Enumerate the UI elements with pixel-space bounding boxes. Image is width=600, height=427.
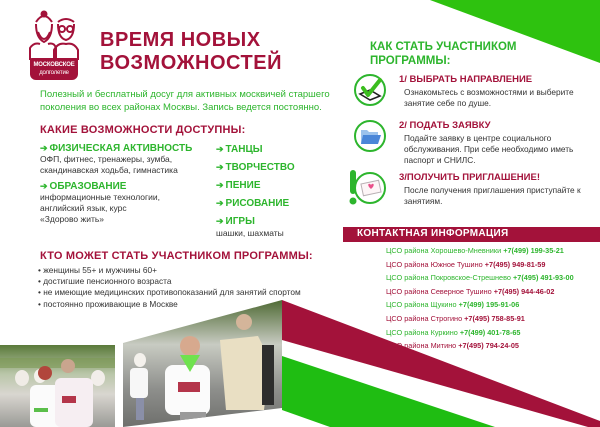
contact-phone[interactable]: +7(495) 758-85-91: [464, 313, 525, 323]
contact-name: ЦСО района Южное Тушино: [386, 259, 483, 269]
contact-row: [386, 285, 574, 299]
arrow-icon: ➔: [216, 198, 224, 208]
opportunity-desc: ОФП, фитнес, тренажеры, зумба, скандинавская ходьба, гимнастика: [40, 154, 178, 175]
who-list: [38, 265, 301, 310]
step-2: [354, 120, 600, 170]
who-item: • достигшие пенсионного возраста: [38, 276, 301, 287]
folder-icon: [354, 120, 386, 152]
arrow-icon: ➔: [216, 162, 224, 172]
contact-phone[interactable]: +7(499) 401-78-65: [459, 327, 521, 337]
opportunities-right-column: [216, 144, 316, 239]
opportunity-drawing: [216, 198, 316, 209]
contact-row: [386, 339, 574, 353]
contact-row: [386, 271, 574, 285]
contact-name: ЦСО района Хорошево-Мневники: [386, 246, 502, 255]
how-heading-line2: ПРОГРАММЫ:: [370, 55, 451, 67]
opportunity-education: [40, 181, 220, 225]
opportunity-label: РИСОВАНИЕ: [225, 198, 290, 209]
who-item: • постоянно проживающие в Москве: [38, 299, 301, 310]
who-heading: КТО МОЖЕТ СТАТЬ УЧАСТНИКОМ ПРОГРАММЫ:: [40, 250, 313, 262]
page-title: [100, 29, 282, 75]
exclamation-icon: [348, 170, 358, 206]
who-item: • не имеющие медицинских противопоказаний для занятий спортом: [38, 287, 301, 298]
contact-name: ЦСО района Щукино: [386, 300, 457, 310]
logo-line2: долголетие: [39, 70, 69, 76]
opportunity-desc: информационные технологии, английский язык, курс «Здорово жить»: [40, 192, 160, 224]
who-item: • женщины 55+ и мужчины 60+: [38, 265, 301, 276]
how-heading-line1: КАК СТАТЬ УЧАСТНИКОМ: [370, 41, 517, 53]
opportunity-label: ФИЗИЧЕСКАЯ АКТИВНОСТЬ: [49, 143, 193, 154]
envelope-icon: [354, 172, 386, 204]
step-1: [354, 74, 600, 124]
contact-name: ЦСО района Митино: [386, 341, 457, 351]
opportunity-label: ПЕНИЕ: [225, 180, 261, 191]
step-title: 2/ ПОДАТЬ ЗАЯВКУ: [399, 120, 491, 131]
opportunity-creativity: [216, 162, 316, 173]
step-3: [354, 172, 600, 222]
opportunity-singing: [216, 180, 316, 191]
contact-row: [386, 258, 574, 272]
arrow-icon: ➔: [40, 143, 48, 153]
step-desc: Подайте заявку в центре социального обслуживания. При себе необходимо иметь паспорт и СНИЛС.: [404, 133, 574, 165]
contact-phone[interactable]: +7(499) 199-35-21: [503, 246, 564, 255]
step-title: 3/ПОЛУЧИТЬ ПРИГЛАШЕНИЕ!: [399, 172, 540, 183]
opportunity-desc: шашки, шахматы: [216, 228, 284, 238]
step-desc: Ознакомьтесь с возможностями и выберите занятие себе по душе.: [404, 87, 574, 108]
intro-text: Полезный и бесплатный досуг для активных москвичей старшего поколения во всех районах Москвы. Запись ведется постоянно.: [40, 89, 330, 113]
contact-row: [386, 244, 574, 258]
opportunities-heading: КАКИЕ ВОЗМОЖНОСТИ ДОСТУПНЫ:: [40, 124, 246, 136]
logo-line1: МОСКОВСКОЕ: [33, 62, 75, 68]
contact-phone[interactable]: +7(495) 491-93-00: [513, 273, 574, 283]
contact-phone[interactable]: +7(495) 794-24-05: [458, 341, 519, 351]
contact-name: ЦСО района Покровское-Стрешнево: [386, 273, 511, 283]
opportunity-physical-activity: [40, 143, 220, 176]
opportunities-left-column: [40, 143, 220, 230]
opportunity-label: ТВОРЧЕСТВО: [225, 162, 295, 173]
arrow-icon: ➔: [216, 144, 224, 154]
logo-badge: [30, 58, 78, 80]
arrow-icon: ➔: [216, 216, 224, 226]
step-desc: После получения приглашения приступайте к занятиям.: [404, 185, 581, 206]
title-line2: ВОЗМОЖНОСТЕЙ: [100, 52, 282, 74]
opportunity-label: ОБРАЗОВАНИЕ: [49, 181, 127, 192]
contact-row: [386, 298, 574, 312]
contact-phone[interactable]: +7(495) 949-81-59: [484, 259, 546, 269]
contact-name: ЦСО района Куркино: [386, 327, 458, 337]
opportunity-label: ТАНЦЫ: [225, 144, 263, 155]
arrow-icon: ➔: [216, 180, 224, 190]
checkmark-icon: [354, 74, 386, 106]
logo-moskovskoe-dolgoletie: [22, 8, 86, 84]
opportunity-label: ИГРЫ: [225, 216, 255, 227]
contact-row: [386, 312, 574, 326]
contacts-list: [386, 244, 574, 353]
contact-phone[interactable]: +7(495) 944-46-02: [493, 286, 555, 296]
step-title: 1/ ВЫБРАТЬ НАПРАВЛЕНИЕ: [399, 74, 533, 85]
contact-phone[interactable]: +7(499) 195-91-06: [458, 300, 520, 310]
opportunity-dance: [216, 144, 316, 155]
how-heading: [370, 40, 517, 68]
contact-row: [386, 326, 574, 340]
contact-name: ЦСО района Строгино: [386, 313, 463, 323]
photo-dancing-couple: [0, 345, 115, 427]
title-line1: ВРЕМЯ НОВЫХ: [100, 29, 261, 51]
contact-name: ЦСО района Северное Тушино: [386, 286, 492, 296]
contacts-heading: КОНТАКТНАЯ ИНФОРМАЦИЯ: [357, 228, 509, 239]
photo-dancing-woman: [123, 300, 283, 427]
arrow-icon: ➔: [40, 181, 48, 191]
elderly-couple-icon: [22, 8, 86, 64]
opportunity-games: [216, 216, 316, 227]
